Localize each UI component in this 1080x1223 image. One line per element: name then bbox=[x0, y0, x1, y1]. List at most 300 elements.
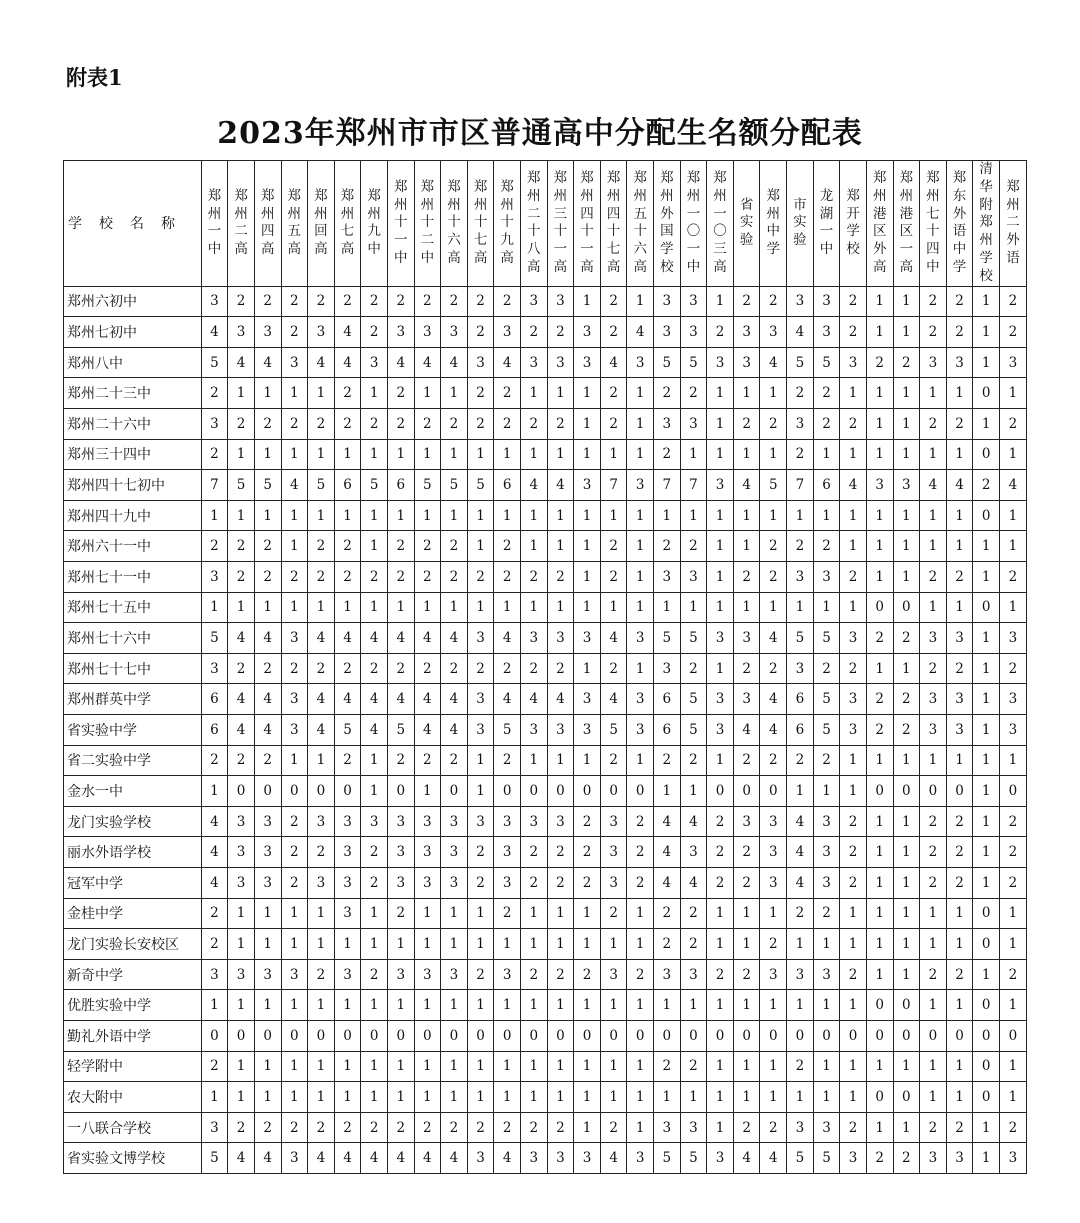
quota-cell: 1 bbox=[733, 1051, 760, 1082]
column-header-label: 郑 州 四 高 bbox=[260, 187, 275, 258]
quota-cell: 4 bbox=[387, 1143, 414, 1174]
quota-cell: 1 bbox=[866, 929, 893, 960]
quota-cell: 2 bbox=[840, 837, 867, 868]
table-row bbox=[64, 1112, 1027, 1143]
quota-cell: 0 bbox=[520, 1020, 547, 1051]
quota-cell: 2 bbox=[414, 409, 441, 440]
quota-cell: 4 bbox=[627, 317, 654, 348]
table-row bbox=[64, 1143, 1027, 1174]
quota-cell: 4 bbox=[680, 867, 707, 898]
quota-cell: 1 bbox=[467, 745, 494, 776]
quota-cell: 1 bbox=[600, 500, 627, 531]
quota-cell: 2 bbox=[946, 562, 973, 593]
quota-cell: 5 bbox=[414, 470, 441, 501]
quota-cell: 0 bbox=[441, 1020, 468, 1051]
quota-cell: 0 bbox=[973, 439, 1000, 470]
column-header-label: 省 实 验 bbox=[739, 196, 754, 249]
quota-cell: 2 bbox=[999, 653, 1026, 684]
quota-cell: 1 bbox=[281, 439, 308, 470]
quota-cell: 1 bbox=[787, 990, 814, 1021]
quota-cell: 1 bbox=[494, 439, 521, 470]
quota-cell: 2 bbox=[600, 1112, 627, 1143]
quota-cell: 1 bbox=[494, 929, 521, 960]
quota-cell: 2 bbox=[441, 653, 468, 684]
quota-cell: 1 bbox=[547, 929, 574, 960]
quota-cell: 4 bbox=[228, 347, 255, 378]
quota-cell: 3 bbox=[760, 837, 787, 868]
quota-cell: 1 bbox=[547, 378, 574, 409]
quota-cell: 2 bbox=[467, 959, 494, 990]
quota-cell: 3 bbox=[201, 286, 228, 317]
quota-cell: 7 bbox=[201, 470, 228, 501]
quota-cell: 2 bbox=[387, 745, 414, 776]
quota-cell: 4 bbox=[787, 806, 814, 837]
quota-cell: 3 bbox=[999, 1143, 1026, 1174]
quota-cell: 1 bbox=[414, 990, 441, 1021]
school-name-cell: 省实验文博学校 bbox=[64, 1143, 202, 1174]
quota-cell: 3 bbox=[600, 959, 627, 990]
quota-cell: 2 bbox=[813, 531, 840, 562]
quota-cell: 3 bbox=[733, 684, 760, 715]
column-header bbox=[574, 161, 601, 287]
quota-cell: 2 bbox=[680, 929, 707, 960]
quota-cell: 1 bbox=[334, 990, 361, 1021]
quota-cell: 0 bbox=[387, 1020, 414, 1051]
quota-cell: 3 bbox=[520, 806, 547, 837]
table-row bbox=[64, 745, 1027, 776]
quota-cell: 2 bbox=[999, 959, 1026, 990]
quota-cell: 1 bbox=[920, 898, 947, 929]
school-name-cell: 郑州二十六中 bbox=[64, 409, 202, 440]
quota-cell: 2 bbox=[707, 837, 734, 868]
quota-cell: 1 bbox=[840, 898, 867, 929]
quota-cell: 2 bbox=[308, 286, 335, 317]
quota-cell: 2 bbox=[866, 623, 893, 654]
quota-cell: 6 bbox=[654, 715, 681, 746]
school-name-cell: 郑州七十五中 bbox=[64, 592, 202, 623]
school-name-cell: 郑州二十三中 bbox=[64, 378, 202, 409]
quota-cell: 2 bbox=[361, 1112, 388, 1143]
quota-cell: 0 bbox=[281, 1020, 308, 1051]
quota-cell: 0 bbox=[707, 776, 734, 807]
quota-cell: 2 bbox=[334, 745, 361, 776]
quota-cell: 2 bbox=[654, 378, 681, 409]
quota-cell: 2 bbox=[760, 929, 787, 960]
school-name-cell: 勤礼外语中学 bbox=[64, 1020, 202, 1051]
table-row bbox=[64, 1020, 1027, 1051]
quota-cell: 1 bbox=[228, 439, 255, 470]
quota-cell: 2 bbox=[414, 1112, 441, 1143]
quota-cell: 0 bbox=[973, 898, 1000, 929]
quota-cell: 3 bbox=[494, 867, 521, 898]
quota-cell: 4 bbox=[680, 806, 707, 837]
quota-cell: 2 bbox=[387, 378, 414, 409]
school-name-cell: 郑州七十七中 bbox=[64, 653, 202, 684]
quota-cell: 1 bbox=[254, 1051, 281, 1082]
quota-cell: 1 bbox=[627, 500, 654, 531]
quota-cell: 6 bbox=[654, 684, 681, 715]
quota-cell: 1 bbox=[520, 1051, 547, 1082]
quota-cell: 2 bbox=[494, 1112, 521, 1143]
quota-cell: 3 bbox=[680, 286, 707, 317]
quota-cell: 2 bbox=[520, 317, 547, 348]
quota-cell: 1 bbox=[973, 317, 1000, 348]
quota-cell: 3 bbox=[414, 806, 441, 837]
quota-cell: 2 bbox=[733, 653, 760, 684]
quota-cell: 3 bbox=[787, 562, 814, 593]
quota-cell: 0 bbox=[600, 776, 627, 807]
quota-cell: 3 bbox=[946, 1143, 973, 1174]
quota-cell: 3 bbox=[228, 867, 255, 898]
appendix-label: 附表1 bbox=[66, 65, 123, 90]
quota-cell: 2 bbox=[946, 806, 973, 837]
quota-cell: 1 bbox=[281, 378, 308, 409]
quota-cell: 1 bbox=[387, 990, 414, 1021]
quota-cell: 2 bbox=[973, 470, 1000, 501]
quota-cell: 2 bbox=[334, 286, 361, 317]
quota-cell: 2 bbox=[574, 959, 601, 990]
quota-cell: 1 bbox=[973, 531, 1000, 562]
quota-cell: 0 bbox=[787, 1020, 814, 1051]
quota-cell: 1 bbox=[414, 500, 441, 531]
quota-cell: 2 bbox=[813, 745, 840, 776]
quota-cell: 3 bbox=[813, 959, 840, 990]
quota-cell: 1 bbox=[281, 990, 308, 1021]
quota-cell: 1 bbox=[840, 378, 867, 409]
quota-cell: 1 bbox=[441, 1051, 468, 1082]
quota-cell: 2 bbox=[574, 837, 601, 868]
quota-cell: 1 bbox=[787, 1082, 814, 1113]
quota-cell: 2 bbox=[600, 286, 627, 317]
quota-cell: 3 bbox=[627, 347, 654, 378]
column-header-label: 郑 州 回 高 bbox=[314, 187, 328, 258]
quota-cell: 1 bbox=[361, 929, 388, 960]
quota-cell: 1 bbox=[840, 990, 867, 1021]
quota-cell: 2 bbox=[494, 409, 521, 440]
quota-cell: 1 bbox=[973, 286, 1000, 317]
table-row bbox=[64, 837, 1027, 868]
quota-cell: 1 bbox=[574, 378, 601, 409]
quota-cell: 4 bbox=[760, 347, 787, 378]
quota-cell: 1 bbox=[999, 898, 1026, 929]
quota-cell: 3 bbox=[547, 623, 574, 654]
quota-cell: 0 bbox=[840, 1020, 867, 1051]
quota-cell: 3 bbox=[866, 470, 893, 501]
quota-cell: 4 bbox=[414, 347, 441, 378]
quota-cell: 3 bbox=[813, 837, 840, 868]
quota-cell: 3 bbox=[654, 409, 681, 440]
quota-cell: 2 bbox=[467, 1112, 494, 1143]
quota-cell: 1 bbox=[574, 562, 601, 593]
quota-cell: 3 bbox=[387, 806, 414, 837]
column-header bbox=[654, 161, 681, 287]
quota-cell: 1 bbox=[254, 1082, 281, 1113]
quota-cell: 1 bbox=[760, 990, 787, 1021]
quota-cell: 4 bbox=[733, 715, 760, 746]
quota-cell: 2 bbox=[254, 286, 281, 317]
quota-cell: 2 bbox=[840, 1112, 867, 1143]
quota-cell: 1 bbox=[946, 439, 973, 470]
quota-cell: 3 bbox=[308, 867, 335, 898]
quota-cell: 0 bbox=[733, 1020, 760, 1051]
quota-cell: 3 bbox=[574, 1143, 601, 1174]
quota-cell: 1 bbox=[840, 531, 867, 562]
quota-cell: 2 bbox=[920, 653, 947, 684]
quota-cell: 1 bbox=[680, 776, 707, 807]
quota-cell: 6 bbox=[201, 715, 228, 746]
quota-cell: 1 bbox=[308, 378, 335, 409]
quota-cell: 2 bbox=[840, 653, 867, 684]
quota-cell: 3 bbox=[414, 959, 441, 990]
quota-cell: 4 bbox=[494, 684, 521, 715]
quota-cell: 1 bbox=[787, 776, 814, 807]
column-header-label: 郑 州 一 中 bbox=[207, 187, 222, 258]
quota-cell: 1 bbox=[733, 500, 760, 531]
quota-cell: 1 bbox=[840, 592, 867, 623]
quota-cell: 3 bbox=[946, 715, 973, 746]
quota-cell: 2 bbox=[866, 347, 893, 378]
table-row bbox=[64, 623, 1027, 654]
quota-cell: 1 bbox=[494, 592, 521, 623]
quota-cell: 4 bbox=[308, 1143, 335, 1174]
quota-cell: 1 bbox=[866, 898, 893, 929]
quota-cell: 3 bbox=[920, 715, 947, 746]
quota-cell: 1 bbox=[254, 929, 281, 960]
column-header-label: 清 华 附 郑 州 学 校 bbox=[979, 161, 993, 284]
quota-cell: 2 bbox=[547, 837, 574, 868]
quota-cell: 2 bbox=[387, 653, 414, 684]
column-header bbox=[893, 161, 920, 287]
quota-cell: 1 bbox=[866, 409, 893, 440]
quota-cell: 4 bbox=[787, 317, 814, 348]
quota-cell: 0 bbox=[387, 776, 414, 807]
quota-cell: 3 bbox=[387, 867, 414, 898]
quota-cell: 4 bbox=[228, 623, 255, 654]
quota-cell: 1 bbox=[254, 592, 281, 623]
quota-cell: 0 bbox=[707, 1020, 734, 1051]
quota-cell: 1 bbox=[414, 592, 441, 623]
quota-cell: 2 bbox=[308, 653, 335, 684]
quota-cell: 1 bbox=[308, 1082, 335, 1113]
quota-cell: 3 bbox=[760, 317, 787, 348]
quota-cell: 2 bbox=[654, 929, 681, 960]
quota-cell: 1 bbox=[920, 929, 947, 960]
quota-cell: 2 bbox=[281, 867, 308, 898]
quota-cell: 0 bbox=[760, 1020, 787, 1051]
quota-cell: 4 bbox=[946, 470, 973, 501]
quota-cell: 4 bbox=[254, 715, 281, 746]
column-header bbox=[733, 161, 760, 287]
quota-cell: 0 bbox=[893, 990, 920, 1021]
quota-cell: 5 bbox=[760, 470, 787, 501]
quota-cell: 1 bbox=[707, 1051, 734, 1082]
quota-cell: 1 bbox=[813, 990, 840, 1021]
quota-cell: 5 bbox=[201, 1143, 228, 1174]
quota-cell: 3 bbox=[574, 347, 601, 378]
quota-cell: 2 bbox=[946, 867, 973, 898]
quota-cell: 1 bbox=[813, 439, 840, 470]
column-header-label: 郑 州 五 高 bbox=[287, 187, 302, 258]
quota-cell: 2 bbox=[467, 317, 494, 348]
quota-cell: 1 bbox=[520, 592, 547, 623]
quota-cell: 3 bbox=[574, 317, 601, 348]
quota-cell: 3 bbox=[600, 867, 627, 898]
quota-cell: 2 bbox=[520, 409, 547, 440]
column-header bbox=[414, 161, 441, 287]
quota-cell: 2 bbox=[281, 409, 308, 440]
quota-cell: 1 bbox=[308, 929, 335, 960]
quota-cell: 2 bbox=[760, 409, 787, 440]
school-name-cell: 郑州七十六中 bbox=[64, 623, 202, 654]
table-row bbox=[64, 867, 1027, 898]
quota-cell: 1 bbox=[813, 592, 840, 623]
quota-cell: 3 bbox=[467, 715, 494, 746]
quota-cell: 3 bbox=[228, 959, 255, 990]
quota-cell: 3 bbox=[760, 867, 787, 898]
school-name-cell: 龙门实验长安校区 bbox=[64, 929, 202, 960]
quota-cell: 3 bbox=[520, 1143, 547, 1174]
quota-cell: 2 bbox=[946, 1112, 973, 1143]
quota-cell: 2 bbox=[574, 867, 601, 898]
quota-cell: 0 bbox=[866, 1020, 893, 1051]
quota-cell: 1 bbox=[547, 531, 574, 562]
quota-cell: 2 bbox=[946, 653, 973, 684]
quota-cell: 2 bbox=[733, 837, 760, 868]
quota-cell: 1 bbox=[228, 990, 255, 1021]
quota-cell: 5 bbox=[680, 684, 707, 715]
quota-cell: 2 bbox=[254, 745, 281, 776]
quota-cell: 2 bbox=[387, 531, 414, 562]
quota-cell: 1 bbox=[547, 439, 574, 470]
quota-cell: 1 bbox=[361, 776, 388, 807]
quota-cell: 1 bbox=[999, 439, 1026, 470]
quota-cell: 4 bbox=[787, 837, 814, 868]
quota-cell: 6 bbox=[787, 684, 814, 715]
quota-cell: 5 bbox=[680, 715, 707, 746]
quota-cell: 2 bbox=[201, 745, 228, 776]
quota-cell: 2 bbox=[600, 378, 627, 409]
quota-cell: 2 bbox=[787, 531, 814, 562]
quota-cell: 4 bbox=[441, 715, 468, 746]
quota-cell: 3 bbox=[520, 623, 547, 654]
quota-cell: 2 bbox=[999, 317, 1026, 348]
quota-cell: 5 bbox=[308, 470, 335, 501]
quota-cell: 2 bbox=[733, 745, 760, 776]
table-row bbox=[64, 898, 1027, 929]
quota-cell: 3 bbox=[254, 806, 281, 837]
quota-cell: 1 bbox=[414, 378, 441, 409]
quota-cell: 2 bbox=[281, 562, 308, 593]
quota-cell: 2 bbox=[228, 653, 255, 684]
quota-cell: 1 bbox=[946, 378, 973, 409]
quota-cell: 2 bbox=[627, 806, 654, 837]
column-header bbox=[840, 161, 867, 287]
quota-cell: 1 bbox=[334, 1051, 361, 1082]
quota-cell: 1 bbox=[760, 1082, 787, 1113]
quota-cell: 3 bbox=[201, 653, 228, 684]
quota-cell: 1 bbox=[893, 286, 920, 317]
quota-cell: 1 bbox=[707, 745, 734, 776]
quota-cell: 2 bbox=[361, 837, 388, 868]
quota-cell: 1 bbox=[281, 1082, 308, 1113]
column-header bbox=[228, 161, 255, 287]
quota-cell: 2 bbox=[999, 837, 1026, 868]
quota-cell: 1 bbox=[893, 653, 920, 684]
quota-cell: 1 bbox=[547, 1051, 574, 1082]
quota-cell: 3 bbox=[201, 1112, 228, 1143]
quota-cell: 3 bbox=[920, 347, 947, 378]
quota-cell: 1 bbox=[574, 531, 601, 562]
quota-cell: 1 bbox=[361, 531, 388, 562]
quota-cell: 1 bbox=[627, 1112, 654, 1143]
quota-cell: 3 bbox=[999, 347, 1026, 378]
column-header bbox=[973, 161, 1000, 287]
quota-cell: 4 bbox=[760, 623, 787, 654]
quota-cell: 1 bbox=[760, 439, 787, 470]
quota-cell: 1 bbox=[281, 745, 308, 776]
quota-cell: 2 bbox=[414, 531, 441, 562]
quota-cell: 3 bbox=[813, 867, 840, 898]
quota-cell: 4 bbox=[733, 470, 760, 501]
quota-cell: 1 bbox=[574, 409, 601, 440]
quota-cell: 0 bbox=[973, 1082, 1000, 1113]
quota-cell: 2 bbox=[334, 562, 361, 593]
quota-cell: 4 bbox=[308, 623, 335, 654]
quota-cell: 2 bbox=[467, 837, 494, 868]
quota-cell: 1 bbox=[840, 929, 867, 960]
quota-cell: 1 bbox=[574, 439, 601, 470]
quota-cell: 6 bbox=[201, 684, 228, 715]
quota-cell: 5 bbox=[654, 347, 681, 378]
quota-cell: 5 bbox=[467, 470, 494, 501]
quota-cell: 1 bbox=[946, 1051, 973, 1082]
quota-cell: 2 bbox=[946, 959, 973, 990]
table-row bbox=[64, 990, 1027, 1021]
quota-cell: 2 bbox=[840, 959, 867, 990]
quota-cell: 4 bbox=[254, 1143, 281, 1174]
quota-cell: 3 bbox=[467, 806, 494, 837]
quota-cell: 2 bbox=[494, 562, 521, 593]
column-header bbox=[600, 161, 627, 287]
quota-cell: 2 bbox=[840, 286, 867, 317]
quota-cell: 1 bbox=[654, 592, 681, 623]
quota-cell: 3 bbox=[441, 867, 468, 898]
quota-cell: 3 bbox=[840, 623, 867, 654]
quota-cell: 2 bbox=[627, 959, 654, 990]
quota-cell: 4 bbox=[441, 684, 468, 715]
quota-cell: 3 bbox=[946, 623, 973, 654]
table-row bbox=[64, 286, 1027, 317]
quota-cell: 2 bbox=[600, 653, 627, 684]
quota-cell: 5 bbox=[813, 623, 840, 654]
quota-cell: 3 bbox=[733, 347, 760, 378]
quota-cell: 3 bbox=[946, 684, 973, 715]
quota-cell: 3 bbox=[201, 959, 228, 990]
quota-cell: 2 bbox=[920, 806, 947, 837]
quota-cell: 2 bbox=[361, 959, 388, 990]
column-header-label: 郑 州 一 〇 三 高 bbox=[713, 169, 727, 275]
quota-cell: 3 bbox=[654, 562, 681, 593]
quota-cell: 1 bbox=[733, 898, 760, 929]
quota-cell: 3 bbox=[946, 347, 973, 378]
quota-cell: 2 bbox=[494, 745, 521, 776]
quota-cell: 1 bbox=[893, 500, 920, 531]
quota-cell: 1 bbox=[574, 990, 601, 1021]
quota-cell: 1 bbox=[866, 1051, 893, 1082]
quota-cell: 3 bbox=[813, 1112, 840, 1143]
quota-cell: 1 bbox=[494, 990, 521, 1021]
quota-cell: 5 bbox=[680, 1143, 707, 1174]
